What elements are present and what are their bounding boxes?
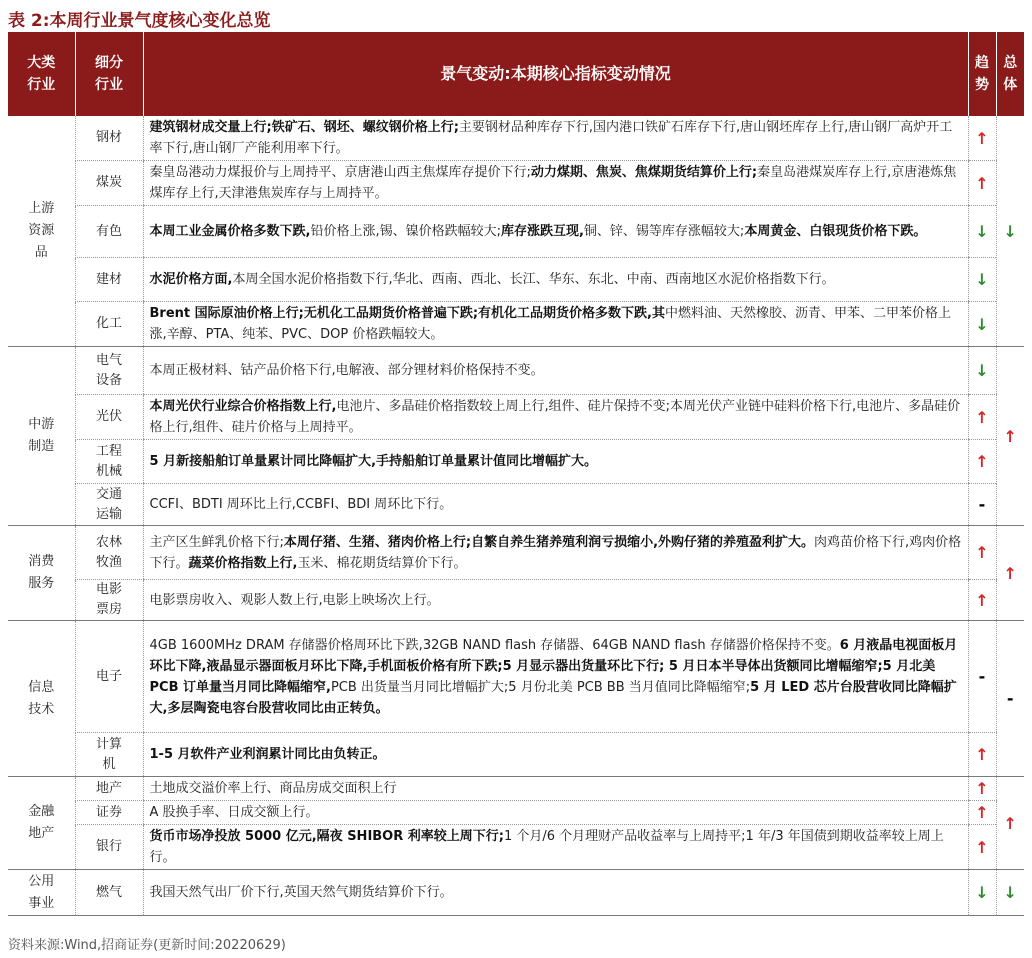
table-row — [8, 777, 1024, 801]
highlight-text: 本周黄金、白银现货价格下跌。 — [744, 224, 927, 239]
description-text: 主要钢材品种库存下行,国内港口铁矿石库存下行,唐山钢坯库存上行,唐山钢厂高炉开工率下行,唐山钢厂产能利用率下行。 — [149, 120, 953, 156]
table-row — [8, 801, 1024, 825]
subcategory-cell: 化工 — [75, 302, 143, 347]
highlight-text: 本周仔猪、生猪、猪肉价格上行;自繁自养生猪养殖利润亏损缩小,外购仔猪的养殖盈利扩大。 — [283, 534, 815, 550]
trend-up-arrow: ↑ — [968, 395, 996, 440]
overall-down-arrow: ↓ — [996, 116, 1024, 347]
description-text: CCFI、BDTI 周环比上行,CCBFI、BDI 周环比下行。 — [149, 497, 453, 512]
trend-up-arrow: ↑ — [968, 733, 996, 777]
description-cell — [143, 870, 968, 916]
highlight-text: 5 月新接船舶订单量累计同比降幅扩大,手持船舶订单量累计值同比增幅扩大。 — [149, 454, 598, 469]
table-row — [8, 440, 1024, 484]
description-cell — [143, 484, 968, 526]
category-cell: 中游 制造 — [8, 347, 75, 526]
description-cell — [143, 395, 968, 440]
table-title: 表 2:本周行业景气度核心变化总览 — [8, 11, 271, 31]
subcategory-cell: 银行 — [75, 825, 143, 870]
highlight-text: 水泥价格方面, — [149, 272, 233, 287]
description-text: 秦皇岛港煤炭库存上行,京唐港炼焦煤库存上行,天津港焦炭库存与上周持平。 — [149, 165, 957, 201]
subcategory-cell: 建材 — [75, 258, 143, 302]
table-row — [8, 580, 1024, 621]
category-cell: 金融 地产 — [8, 777, 75, 870]
highlight-text: 1-5 月软件产业利润累计同比由负转正。 — [149, 747, 386, 762]
description-cell — [143, 161, 968, 206]
overall-up-arrow: ↑ — [996, 777, 1024, 870]
header-category: 大类 行业 — [8, 32, 75, 116]
subcategory-cell: 燃气 — [75, 870, 143, 916]
subcategory-cell: 电子 — [75, 621, 143, 733]
trend-up-arrow: ↑ — [968, 440, 996, 484]
subcategory-cell: 电影 票房 — [75, 580, 143, 621]
highlight-text: 动力煤期、焦炭、焦煤期货结算价上行; — [530, 165, 758, 180]
description-text: PCB 出货量当月同比增幅扩大;5 月份北美 PCB BB 当月值同比降幅缩窄; — [330, 679, 751, 695]
description-cell — [143, 440, 968, 484]
trend-up-arrow: ↑ — [968, 580, 996, 621]
table-body — [8, 116, 1024, 916]
description-cell — [143, 801, 968, 825]
description-text: 电池片、多晶硅价格指数较上周上行,组件、硅片保持不变;本周光伏产业链中硅料价格下行,电池片、多晶硅价格上行,组件、硅片价格与上周持平。 — [149, 399, 961, 435]
overall-up-arrow: ↑ — [996, 526, 1024, 621]
description-cell — [143, 206, 968, 258]
description-text: 土地成交溢价率上行、商品房成交面积上行 — [149, 781, 397, 796]
industry-overview-table — [8, 32, 1024, 916]
description-cell — [143, 733, 968, 777]
highlight-text: 建筑钢材成交量上行;铁矿石、钢坯、螺纹钢价格上行; — [149, 120, 459, 135]
trend-down-arrow: ↓ — [968, 258, 996, 302]
table-row — [8, 161, 1024, 206]
description-text: 铜、锌、锡等库存涨幅较大; — [583, 224, 745, 239]
overall-up-arrow: ↑ — [996, 347, 1024, 526]
description-text: 肉鸡苗价格下行,鸡肉价格下行。 — [149, 534, 962, 571]
description-cell — [143, 526, 968, 580]
trend-up-arrow: ↑ — [968, 116, 996, 161]
description-text: 铅价格上涨,锡、镍价格跌幅较大; — [310, 224, 501, 239]
highlight-text: 货币市场净投放 5000 亿元,隔夜 SHIBOR 利率较上周下行; — [149, 829, 504, 844]
table-row — [8, 526, 1024, 580]
subcategory-cell: 电气 设备 — [75, 347, 143, 395]
description-text: 我国天然气出厂价下行,英国天然气期货结算价下行。 — [149, 885, 453, 900]
description-cell — [143, 116, 968, 161]
highlight-text: 6 月液晶电视面板月环比下降,液晶显示器面板月环比下降,手机面板价格有所下跌;5 月显示器出货量环比下行; 5 月日本半导体出货额同比增幅缩窄;5 月北美 PCB 订单量当月同比降幅缩窄, — [149, 637, 958, 695]
description-cell — [143, 347, 968, 395]
subcategory-cell: 煤炭 — [75, 161, 143, 206]
table-row — [8, 395, 1024, 440]
subcategory-cell: 有色 — [75, 206, 143, 258]
description-cell — [143, 302, 968, 347]
description-text: 电影票房收入、观影人数上行,电影上映场次上行。 — [149, 592, 440, 608]
description-text: 秦皇岛港动力煤报价与上周持平、京唐港山西主焦煤库存提价下行; — [149, 165, 531, 180]
trend-up-arrow: ↑ — [968, 801, 996, 825]
trend-down-arrow: ↓ — [968, 870, 996, 916]
description-cell — [143, 580, 968, 621]
subcategory-cell: 光伏 — [75, 395, 143, 440]
trend-down-arrow: ↓ — [968, 302, 996, 347]
table-row — [8, 347, 1024, 395]
highlight-text: 蔬菜价格指数上行, — [188, 555, 298, 571]
trend-flat-dash: - — [968, 484, 996, 526]
description-text: 中燃料油、天然橡胶、沥青、甲苯、二甲苯价格上涨,辛醇、PTA、纯苯、PVC、DOP 价格跌幅较大。 — [149, 306, 951, 342]
trend-up-arrow: ↑ — [968, 777, 996, 801]
description-text: 1 个月/6 个月理财产品收益率与上周持平;1 年/3 年国债到期收益率较上周上行。 — [149, 829, 944, 865]
category-cell: 信息 技术 — [8, 621, 75, 777]
trend-up-arrow: ↑ — [968, 161, 996, 206]
table-row — [8, 116, 1024, 161]
table-row — [8, 621, 1024, 733]
table-row — [8, 825, 1024, 870]
highlight-text: Brent 国际原油价格上行;无机化工品期货价格普遍下跌;有机化工品期货价格多数下跌,其 — [149, 306, 665, 321]
table-row — [8, 870, 1024, 916]
description-cell — [143, 621, 968, 733]
highlight-text: 5 月 LED 芯片台股营收同比降幅扩大,多层陶瓷电容台股营收同比由正转负。 — [149, 679, 957, 716]
description-text: 本周全国水泥价格指数下行,华北、西南、西北、长江、华东、东北、中南、西南地区水泥价格指数下行。 — [232, 272, 835, 287]
category-cell: 公用 事业 — [8, 870, 75, 916]
subcategory-cell: 交通 运输 — [75, 484, 143, 526]
description-cell — [143, 825, 968, 870]
category-cell: 上游 资源 品 — [8, 116, 75, 347]
header-subcategory: 细分 行业 — [75, 32, 143, 116]
category-cell: 消费 服务 — [8, 526, 75, 621]
subcategory-cell: 农林 牧渔 — [75, 526, 143, 580]
header-description: 景气变动:本期核心指标变动情况 — [143, 32, 968, 116]
description-text: 4GB 1600MHz DRAM 存储器价格周环比下跌,32GB NAND flash 存储器、64GB NAND flash 存储器价格保持不变。 — [149, 637, 840, 653]
highlight-text: 本周工业金属价格多数下跌, — [149, 224, 311, 239]
overall-flat-dash: - — [996, 621, 1024, 777]
subcategory-cell: 工程 机械 — [75, 440, 143, 484]
subcategory-cell: 证券 — [75, 801, 143, 825]
highlight-text: 库存涨跌互现, — [500, 224, 584, 239]
trend-flat-dash: - — [968, 621, 996, 733]
overall-down-arrow: ↓ — [996, 870, 1024, 916]
source-note: 资料来源:Wind,招商证券(更新时间:20220629) — [8, 938, 286, 953]
subcategory-cell: 钢材 — [75, 116, 143, 161]
table-row — [8, 484, 1024, 526]
trend-up-arrow: ↑ — [968, 825, 996, 870]
description-text: 玉米、棉花期货结算价下行。 — [297, 555, 467, 571]
description-text: 主产区生鲜乳价格下行; — [149, 534, 284, 550]
subcategory-cell: 地产 — [75, 777, 143, 801]
trend-down-arrow: ↓ — [968, 347, 996, 395]
highlight-text: 本周光伏行业综合价格指数上行, — [149, 399, 337, 414]
header-row — [8, 32, 1024, 116]
description-text: 本周正极材料、钴产品价格下行,电解液、部分锂材料价格保持不变。 — [149, 363, 544, 378]
header-overall: 总 体 — [996, 32, 1024, 116]
description-cell — [143, 777, 968, 801]
table-row — [8, 302, 1024, 347]
trend-down-arrow: ↓ — [968, 206, 996, 258]
header-trend: 趋 势 — [968, 32, 996, 116]
table-row — [8, 206, 1024, 258]
subcategory-cell: 计算 机 — [75, 733, 143, 777]
description-text: A 股换手率、日成交额上行。 — [149, 805, 319, 820]
table-row — [8, 733, 1024, 777]
trend-up-arrow: ↑ — [968, 526, 996, 580]
description-cell — [143, 258, 968, 302]
table-row — [8, 258, 1024, 302]
